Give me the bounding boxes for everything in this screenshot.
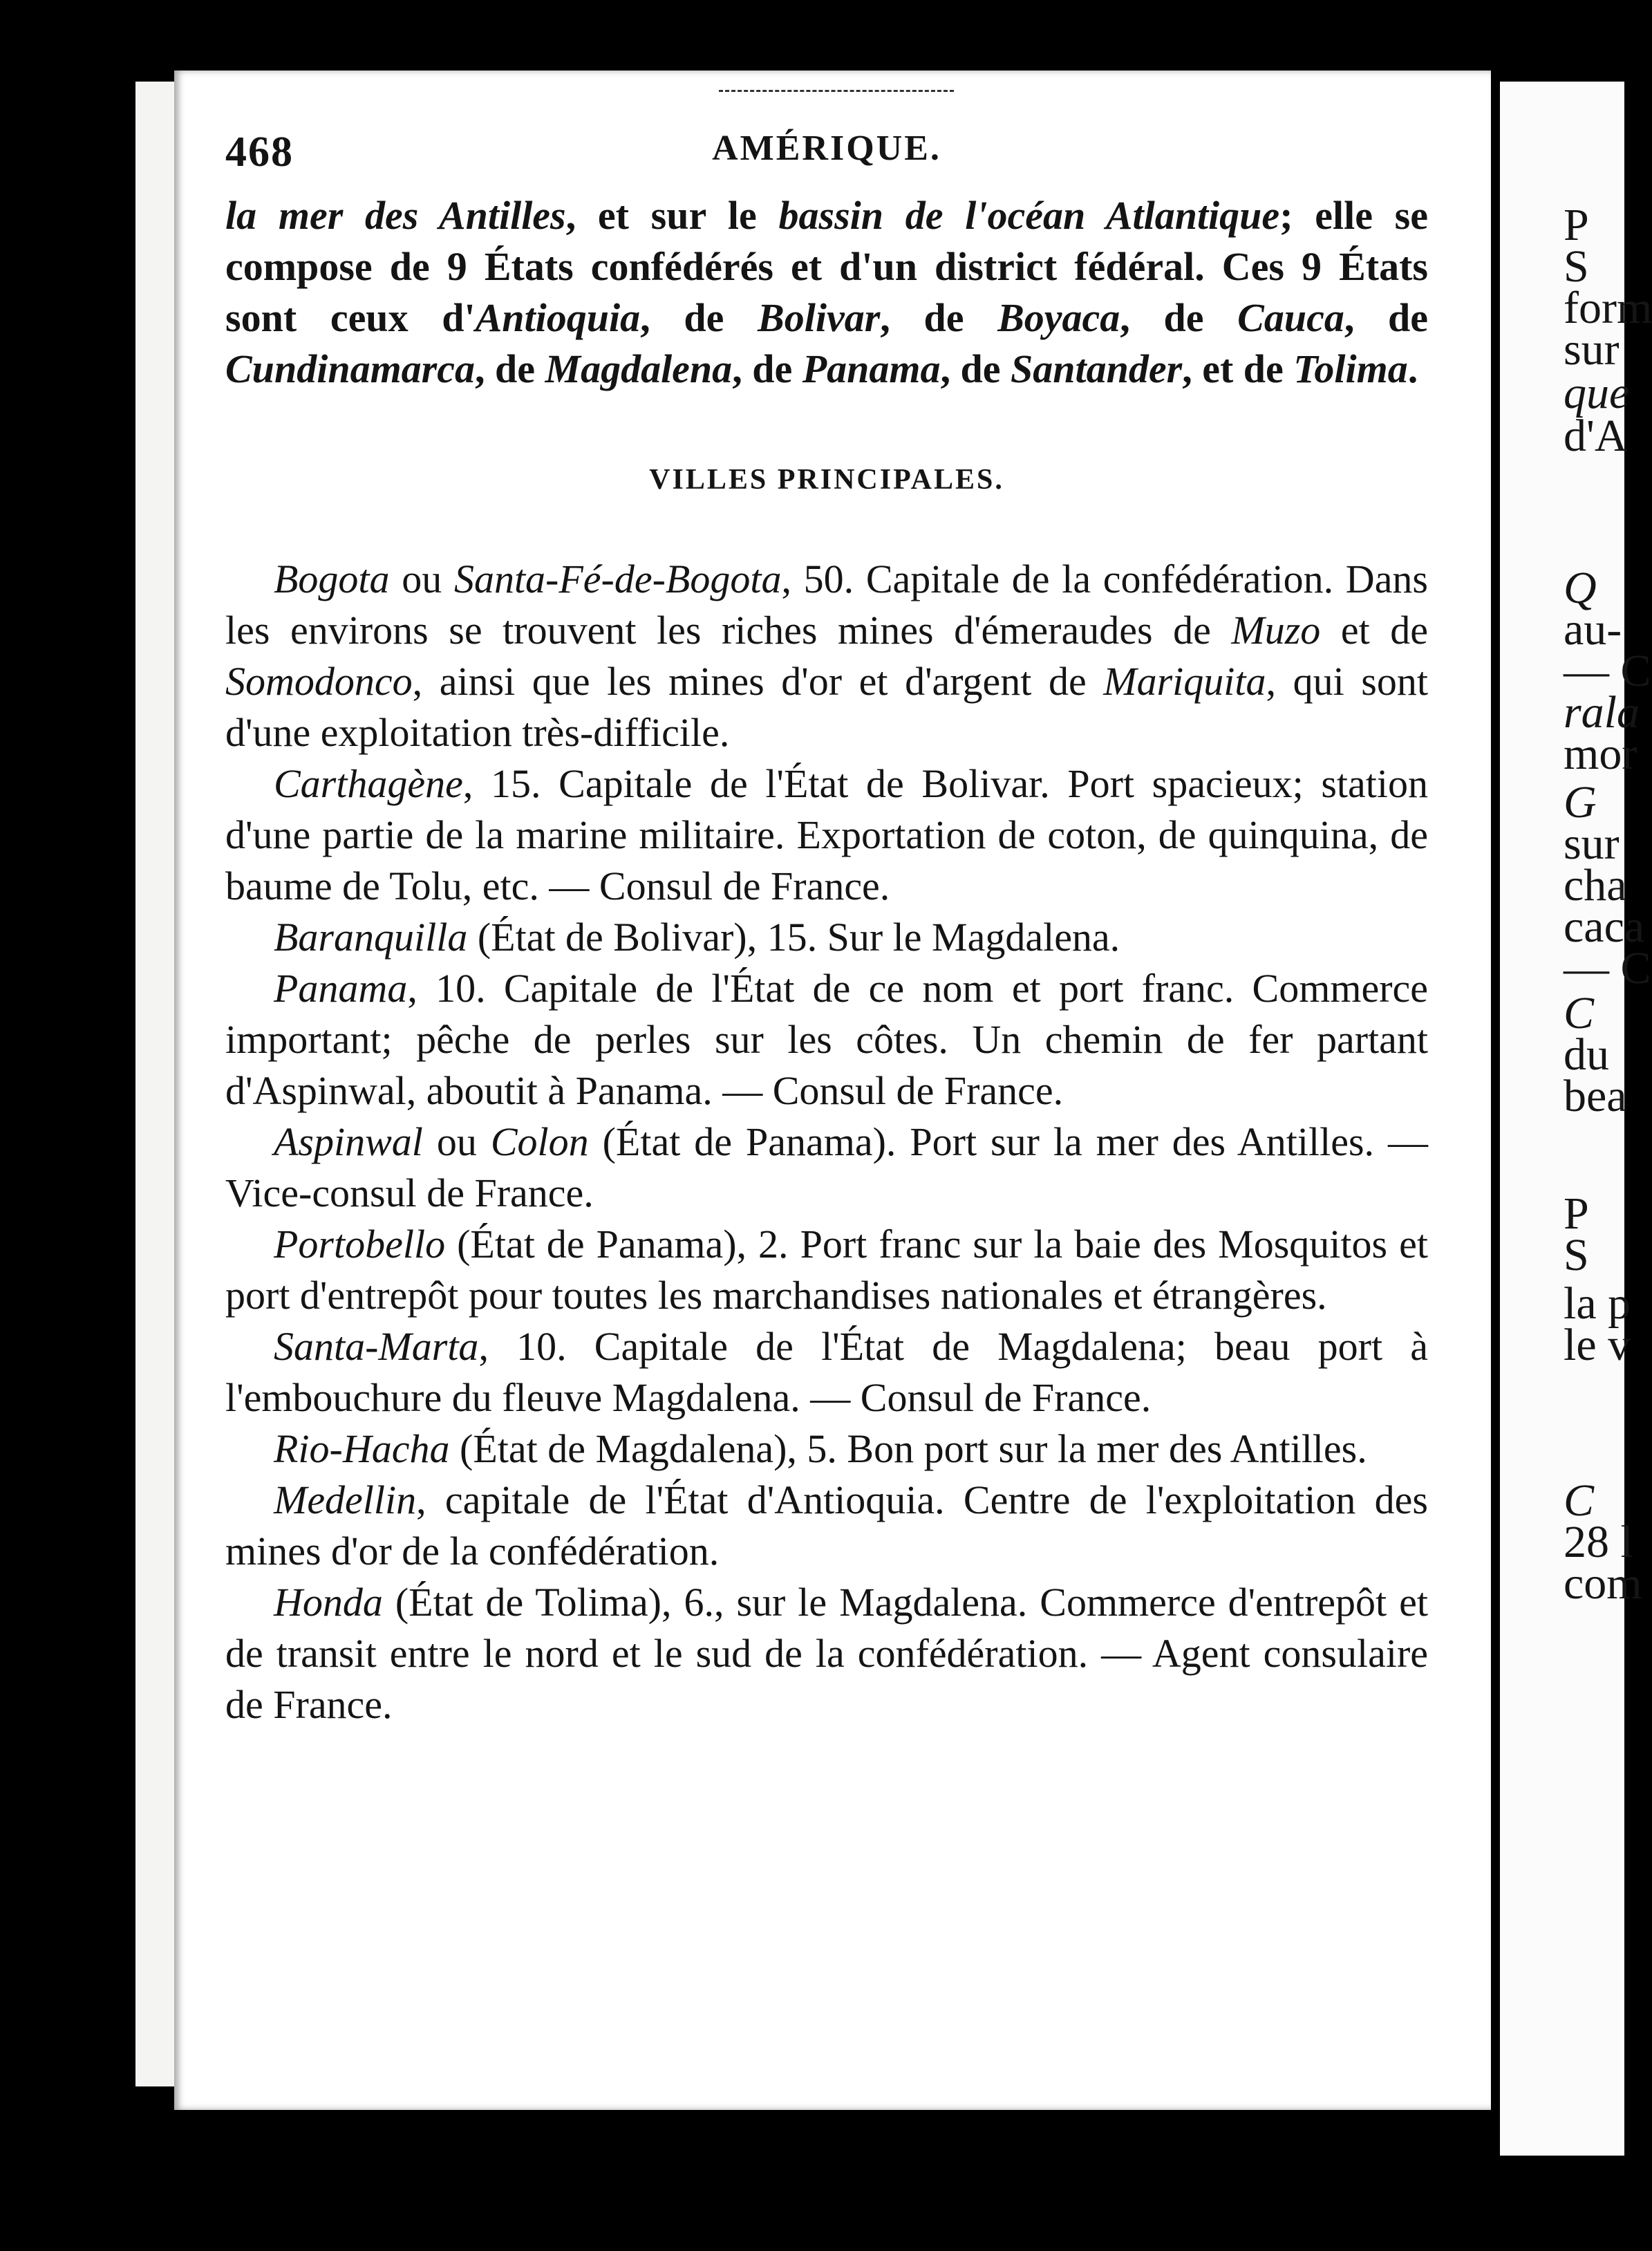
italic-run: Santa-Fé-de-Bogota — [453, 557, 782, 601]
text-run: (État de Panama). Port sur la mer des Antilles. — Vice-consul de France. — [225, 1119, 1428, 1215]
facing-page-fragment: au- — [1564, 604, 1622, 655]
italic-run: Cauca — [1237, 295, 1344, 340]
italic-run: Medellin — [274, 1477, 417, 1522]
italic-run: Santander — [1011, 346, 1183, 391]
text-run: , 10. Capitale de l'État de ce nom et port franc. Commerce important; pêche de perles sur les côtes. Un chemin de fer partant d'Aspinwal, aboutit à Panama. — Consul de France. — [225, 966, 1428, 1113]
facing-page-fragment: — C — [1564, 646, 1651, 696]
page-number: 468 — [225, 129, 294, 176]
text-run: et de — [1320, 608, 1428, 653]
italic-run: Panama — [274, 966, 408, 1011]
header-ornament — [719, 90, 954, 96]
facing-page-fragment: mor — [1564, 729, 1637, 779]
section-heading: VILLES PRINCIPALES. — [649, 464, 1004, 496]
facing-page-fragment: Q — [1564, 563, 1597, 613]
intro-paragraph — [225, 190, 1428, 395]
text-run: , de — [940, 346, 1011, 391]
facing-page-fragment: form — [1564, 283, 1652, 333]
facing-page-fragment: sur — [1564, 324, 1620, 375]
city-entry — [225, 1423, 1428, 1475]
facing-page-fragment: la p — [1564, 1278, 1631, 1329]
facing-page-fragment: cha — [1564, 860, 1627, 910]
text-run: , 10. Capitale de l'État de Magdalena; beau port à l'embouchure du fleuve Magdalena. — Consul de France. — [225, 1324, 1428, 1420]
facing-page-fragment: du — [1564, 1029, 1609, 1080]
text-run: ou — [422, 1119, 491, 1164]
facing-page-fragment: le v — [1564, 1320, 1631, 1370]
italic-run: Baranquilla — [274, 915, 468, 960]
text-run: . — [1407, 346, 1418, 391]
text-run: , de — [475, 346, 545, 391]
facing-page — [1500, 82, 1652, 2156]
city-entry — [225, 1475, 1428, 1577]
facing-page-fragment: — C — [1564, 943, 1651, 993]
facing-page-fragment: sur — [1564, 819, 1620, 869]
italic-run: la mer des Antilles — [225, 193, 566, 238]
facing-page-fragment: caca — [1564, 902, 1645, 952]
city-entry — [225, 1321, 1428, 1423]
text-run: (État de Magdalena), 5. Bon port sur la mer des Antilles. — [449, 1426, 1367, 1471]
text-run: (État de Bolivar), 15. Sur le Magdalena. — [467, 915, 1120, 960]
city-entry — [225, 1117, 1428, 1219]
facing-page-fragment: S — [1564, 241, 1589, 292]
italic-run: Rio-Hacha — [274, 1426, 450, 1471]
facing-page-fragment: bea — [1564, 1071, 1627, 1121]
italic-run: Aspinwal — [274, 1119, 423, 1164]
facing-page-fragment: S — [1564, 1230, 1589, 1280]
text-run: , 50. Capitale de la confédération. Dans les environs se trouvent les riches mines d'émeraudes de — [225, 557, 1429, 653]
text-run: ; elle se compose de 9 États confédérés et d'un district fédéral. Ces 9 États sont ceux d' — [225, 193, 1428, 340]
facing-page-fragment: rala — [1564, 687, 1640, 738]
text-run: , de — [640, 295, 758, 340]
italic-run: Magdalena — [545, 346, 733, 391]
text-run: , 15. Capitale de l'État de Bolivar. Port spacieux; station d'une partie de la marine militaire. Exportation de coton, de quinquina, de baume de Tolu, etc. — Consul de France. — [225, 761, 1428, 908]
text-run: , qui sont d'une exploitation très-difficile. — [225, 659, 1428, 755]
text-run: , de — [1344, 295, 1429, 340]
city-entry — [225, 963, 1428, 1117]
italic-run: Bogota — [274, 557, 390, 601]
text-run: , de — [1120, 295, 1238, 340]
text-run: ou — [389, 557, 454, 601]
italic-run: Santa-Marta — [274, 1324, 479, 1369]
page-body — [225, 190, 1428, 1730]
page-edges — [135, 82, 180, 2086]
italic-run: Boyaca — [997, 295, 1120, 340]
running-title: AMÉRIQUE. — [712, 129, 941, 168]
text-run: (État de Tolima), 6., sur le Magdalena. Commerce d'entrepôt et de transit entre le nord et le sud de la confédération. — Agent consulaire de France. — [225, 1580, 1428, 1727]
italic-run: Muzo — [1231, 608, 1321, 653]
italic-run: Colon — [490, 1119, 589, 1164]
text-run: , de — [880, 295, 998, 340]
italic-run: Honda — [274, 1580, 383, 1625]
italic-run: Bolivar — [758, 295, 881, 340]
facing-page-fragment: P — [1564, 1188, 1589, 1239]
page-header — [225, 128, 1428, 190]
text-run: , capitale de l'État d'Antioquia. Centre de l'exploitation des mines d'or de la confédération. — [225, 1477, 1428, 1573]
facing-page-fragment: 28 l — [1564, 1517, 1633, 1567]
facing-page-fragment: G — [1564, 777, 1597, 828]
italic-run: Somodonco — [225, 659, 413, 704]
city-entry — [225, 554, 1428, 758]
italic-run: Mariquita — [1103, 659, 1266, 704]
italic-run: bassin de l'océan Atlantique — [778, 193, 1280, 238]
italic-run: Carthagène — [274, 761, 463, 806]
city-entry — [225, 1577, 1428, 1730]
text-run: , et de — [1182, 346, 1294, 391]
city-entry — [225, 912, 1428, 963]
facing-page-fragment: P — [1564, 200, 1589, 250]
italic-run: Antioquia — [475, 295, 641, 340]
facing-page-fragment: que — [1564, 368, 1630, 418]
city-entry — [225, 1219, 1428, 1321]
facing-page-fragment: C — [1564, 1475, 1595, 1526]
text-run: , de — [732, 346, 802, 391]
facing-page-fragment: d'A — [1564, 411, 1628, 461]
italic-run: Tolima — [1293, 346, 1408, 391]
facing-page-fragment: C — [1564, 988, 1595, 1038]
text-run: , et sur le — [565, 193, 779, 238]
italic-run: Portobello — [274, 1222, 446, 1267]
city-entries — [225, 554, 1428, 1730]
city-entry — [225, 758, 1428, 912]
italic-run: Cundinamarca — [225, 346, 475, 391]
italic-run: Panama — [802, 346, 941, 391]
facing-page-fragment: com — [1564, 1558, 1642, 1609]
text-run: , ainsi que les mines d'or et d'argent de — [412, 659, 1104, 704]
text-run: (État de Panama), 2. Port franc sur la baie des Mosquitos et port d'entrepôt pour toutes les marchandises nationales et étrangères. — [225, 1222, 1428, 1318]
